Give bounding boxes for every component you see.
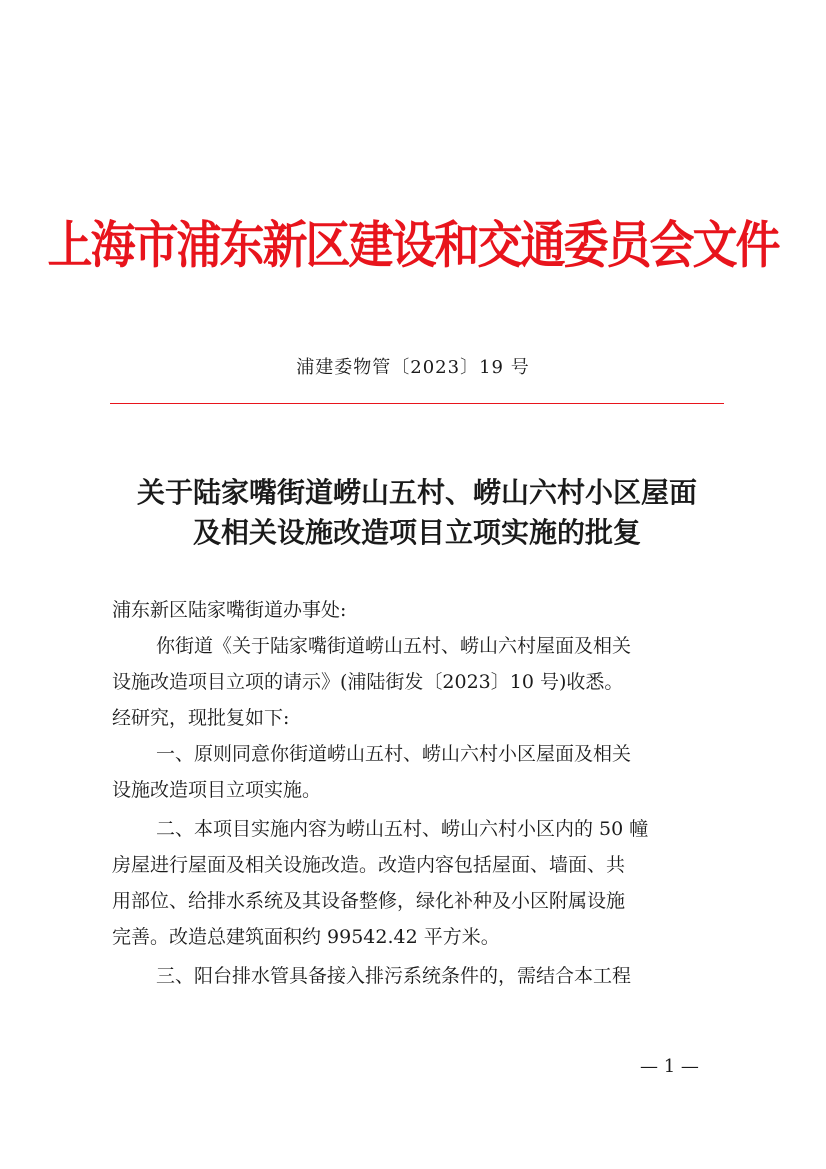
masthead-title: 上海市浦东新区建设和交通委员会文件 <box>47 215 779 275</box>
title-line-2: 及相关设施改造项目立项实施的批复 <box>192 516 641 549</box>
body-line-1: 你街道《关于陆家嘴街道崂山五村、崂山六村屋面及相关 <box>156 635 632 657</box>
body-line-8: 用部位、给排水系统及其设备整修，绿化补种及小区附属设施 <box>112 890 626 912</box>
body-line-5: 设施改造项目立项实施。 <box>112 779 322 801</box>
salutation: 浦东新区陆家嘴街道办事处: <box>112 599 347 621</box>
red-divider-line <box>110 403 724 404</box>
body-line-4: 一、原则同意你街道崂山五村、崂山六村小区屋面及相关 <box>156 743 632 765</box>
body-line-2: 设施改造项目立项的请示》(浦陆街发〔2023〕10 号)收悉。 <box>112 671 624 693</box>
body-line-3: 经研究，现批复如下: <box>112 707 290 729</box>
document-body <box>112 592 718 994</box>
title-line-1: 关于陆家嘴街道崂山五村、崂山六村小区屋面 <box>136 476 697 509</box>
body-line-6: 二、本项目实施内容为崂山五村、崂山六村小区内的 50 幢 <box>156 818 649 840</box>
body-line-7: 房屋进行屋面及相关设施改造。改造内容包括屋面、墙面、共 <box>112 854 626 876</box>
body-line-9: 完善。改造总建筑面积约 99542.42 平方米。 <box>112 926 500 948</box>
document-number: 浦建委物管〔2023〕19 号 <box>296 357 530 378</box>
page-number: — 1 — <box>640 1056 699 1077</box>
document-title <box>100 473 734 553</box>
body-line-10: 三、阳台排水管具备接入排污系统条件的，需结合本工程 <box>156 965 632 987</box>
